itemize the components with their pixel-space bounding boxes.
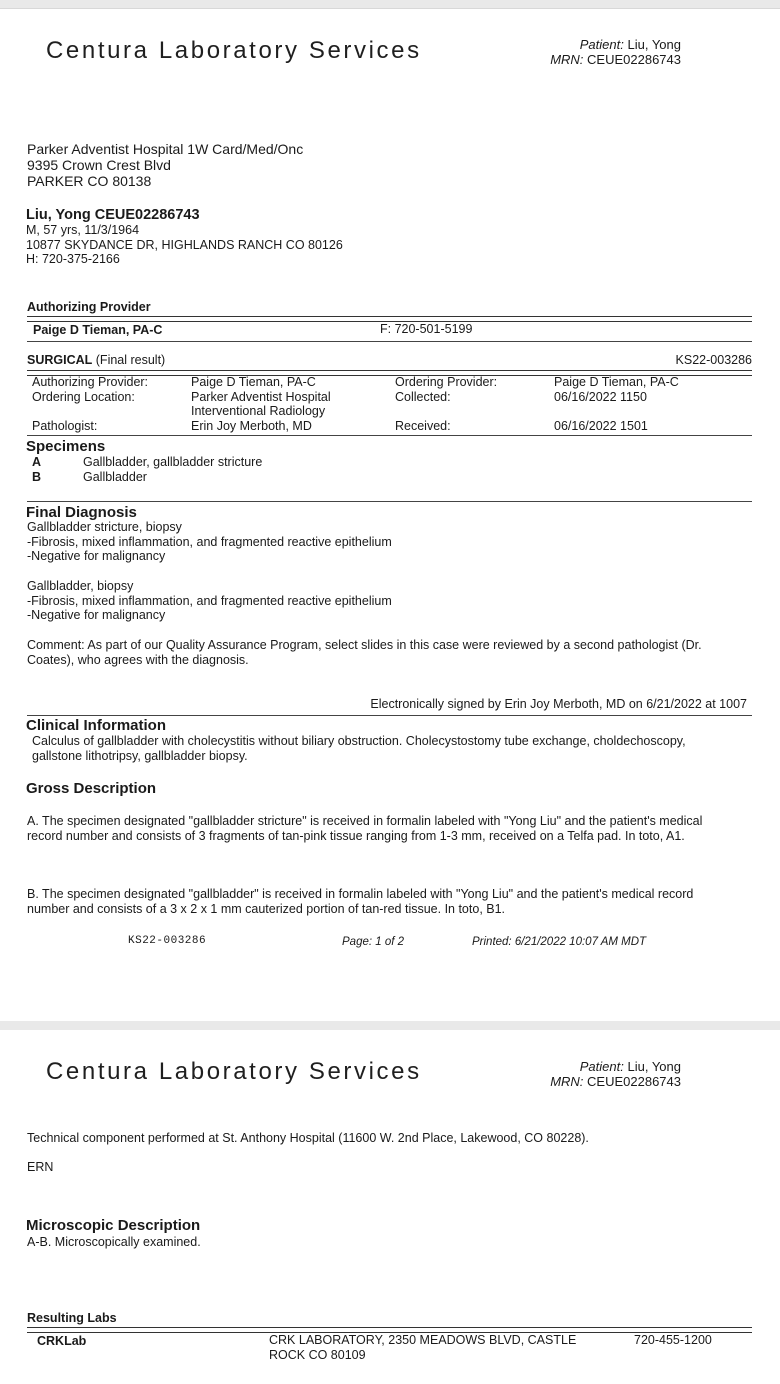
footer-case-number: KS22-003286: [128, 935, 207, 947]
gross-description-b: [27, 887, 693, 916]
clinical-information-heading: Clinical Information: [26, 717, 167, 734]
report-page-1: [0, 8, 780, 1021]
lab-address-line: CRK LABORATORY, 2350 MEADOWS BLVD, CASTLE: [269, 1333, 577, 1347]
specimen-row: [32, 455, 262, 470]
authorizing-provider-fax: F: 720-501-5199: [380, 322, 473, 336]
collected-value: 06/16/2022 1150: [554, 389, 647, 404]
diagnosis-line: -Fibrosis, mixed inflammation, and fragmented reactive epithelium: [27, 593, 392, 608]
details-right-labels: [395, 375, 497, 433]
gross-line: number and consists of a 3 x 2 x 1 mm cauterized portion of tan-red tissue. In toto, B1.: [27, 901, 506, 916]
report-page-2: [0, 1030, 780, 1384]
comment-line: Comment: As part of our Quality Assurance Program, select slides in this case were reviewed by a second pathologist (Dr.: [27, 638, 702, 652]
lab-phone: 720-455-1200: [634, 1333, 712, 1347]
patient-label: Patient:: [579, 1059, 624, 1074]
patient-detail-line: H: 720-375-2166: [26, 252, 120, 266]
diagnosis-block-2: [27, 579, 392, 623]
pathologist-label: Pathologist:: [32, 418, 98, 433]
gross-description-a: [27, 814, 702, 843]
section-rule: [27, 715, 752, 716]
section-rule: [27, 341, 752, 342]
diagnosis-line: -Fibrosis, mixed inflammation, and fragmented reactive epithelium: [27, 534, 392, 549]
clinical-line: Calculus of gallbladder with cholecystitis without biliary obstruction. Cholecystostomy tube exchange, choldechoscopy,: [32, 734, 686, 748]
mrn-value: CEUE02286743: [587, 52, 681, 67]
lab-brand-title: Centura Laboratory Services: [46, 1058, 422, 1085]
patient-name: Liu, Yong: [627, 37, 681, 52]
auth-provider-value: Paige D Tieman, PA-C: [191, 375, 316, 389]
footer-page-number: Page: 1 of 2: [342, 936, 405, 948]
facility-address: [27, 141, 303, 189]
facility-line: PARKER CO 80138: [27, 173, 152, 189]
microscopic-description-text: A-B. Microscopically examined.: [27, 1235, 201, 1249]
lab-address: [269, 1333, 576, 1362]
diagnosis-comment: [27, 638, 702, 667]
collected-label: Collected:: [395, 389, 451, 404]
patient-header: [550, 37, 681, 67]
comment-line: Coates), who agrees with the diagnosis.: [27, 652, 249, 667]
patient-detail-line: M, 57 yrs, 11/3/1964: [26, 223, 140, 237]
clinical-information-text: [32, 734, 686, 763]
gross-description-heading: Gross Description: [26, 780, 157, 797]
ordering-location-value: Interventional Radiology: [191, 404, 326, 418]
surgical-label: SURGICAL: [27, 353, 93, 367]
technical-component-note: Technical component performed at St. Anthony Hospital (11600 W. 2nd Place, Lakewood, CO 80228).: [27, 1131, 589, 1145]
patient-detail-line: 10877 SKYDANCE DR, HIGHLANDS RANCH CO 80126: [26, 237, 343, 252]
gross-line: A. The specimen designated "gallbladder stricture" is received in formalin labeled with "Yong Liu" and the patient's medical: [27, 814, 703, 828]
lab-address-line: ROCK CO 80109: [269, 1347, 366, 1362]
facility-line: Parker Adventist Hospital 1W Card/Med/Onc: [27, 141, 304, 157]
specimen-desc: Gallbladder: [83, 469, 147, 484]
received-label: Received:: [395, 418, 451, 433]
details-left-values: [191, 375, 331, 433]
auth-provider-label: Authorizing Provider:: [32, 375, 149, 389]
surgical-status: (Final result): [95, 353, 166, 367]
ordering-provider-value: Paige D Tieman, PA-C: [554, 375, 679, 389]
ordering-location-value: Parker Adventist Hospital: [191, 389, 331, 404]
diagnosis-line: -Negative for malignancy: [27, 608, 166, 622]
section-rule: [27, 501, 752, 502]
mrn-value: CEUE02286743: [587, 1074, 681, 1089]
final-diagnosis-heading: Final Diagnosis: [26, 504, 137, 521]
gross-line: record number and consists of 3 fragments of tan-pink tissue ranging from 1-3 mm, received on a Telfa pad. In toto, A1.: [27, 828, 685, 843]
patient-name: Liu, Yong: [627, 1059, 681, 1074]
lab-brand-title: Centura Laboratory Services: [46, 37, 422, 64]
surgical-title: [27, 353, 165, 368]
patient-header: [550, 1059, 681, 1089]
mrn-label: MRN:: [550, 1074, 584, 1089]
resulting-labs-heading: Resulting Labs: [27, 1311, 117, 1325]
authorizing-provider-name: Paige D Tieman, PA-C: [33, 323, 163, 337]
clinical-line: gallstone lithotripsy, gallbladder biopsy.: [32, 748, 248, 763]
electronic-signature: Electronically signed by Erin Joy Merboth, MD on 6/21/2022 at 1007: [370, 697, 747, 711]
gross-line: B. The specimen designated "gallbladder" is received in formalin labeled with "Yong Liu" and the patient's medical record: [27, 887, 694, 901]
microscopic-description-heading: Microscopic Description: [26, 1217, 201, 1234]
diagnosis-line: Gallbladder stricture, biopsy: [27, 520, 182, 534]
specimen-letter: B: [32, 469, 42, 484]
diagnosis-line: -Negative for malignancy: [27, 549, 166, 563]
specimen-letter: A: [32, 455, 42, 469]
specimen-list: [32, 455, 262, 484]
facility-line: 9395 Crown Crest Blvd: [27, 157, 171, 173]
patient-heading: Liu, Yong CEUE02286743: [26, 207, 200, 223]
details-left-labels: [32, 375, 148, 433]
patient-label: Patient:: [579, 37, 624, 52]
initials: ERN: [27, 1160, 54, 1174]
mrn-label: MRN:: [550, 52, 584, 67]
specimens-heading: Specimens: [26, 438, 106, 455]
lab-name: CRKLab: [37, 1334, 87, 1348]
patient-details: [26, 223, 343, 267]
details-right-values: [554, 375, 679, 433]
authorizing-provider-heading: Authorizing Provider: [27, 300, 151, 314]
specimen-desc: Gallbladder, gallbladder stricture: [83, 455, 263, 469]
section-rule: [27, 435, 752, 436]
ordering-location-label: Ordering Location:: [32, 389, 135, 404]
received-value: 06/16/2022 1501: [554, 418, 648, 433]
pathologist-value: Erin Joy Merboth, MD: [191, 418, 312, 433]
footer-printed-date: Printed: 6/21/2022 10:07 AM MDT: [472, 936, 647, 948]
ordering-provider-label: Ordering Provider:: [395, 375, 498, 389]
diagnosis-line: Gallbladder, biopsy: [27, 579, 134, 593]
specimen-row: [32, 470, 262, 485]
case-number: KS22-003286: [675, 353, 752, 367]
diagnosis-block-1: [27, 520, 392, 564]
